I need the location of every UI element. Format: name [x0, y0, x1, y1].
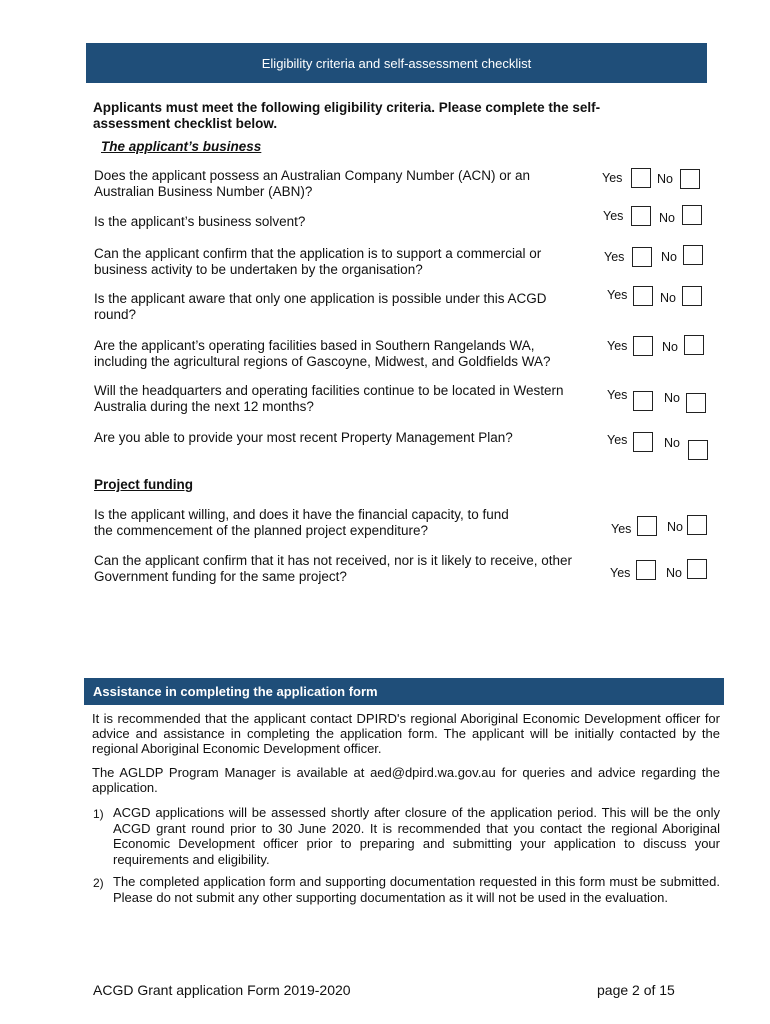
- yes-checkbox-headquarters[interactable]: [633, 391, 653, 411]
- no-label: No: [667, 520, 683, 534]
- no-label: No: [662, 340, 678, 354]
- question-commercial-activity: Can the applicant confirm that the application is to support a commercial or business activity to be undertaken by the organisation?: [94, 246, 542, 277]
- no-checkbox-acn-abn[interactable]: [680, 169, 700, 189]
- question-acn-abn: Does the applicant possess an Australian Company Number (ACN) or an Australian Business Number (ABN)?: [94, 168, 530, 199]
- no-label: No: [661, 250, 677, 264]
- yes-checkbox-one-application[interactable]: [633, 286, 653, 306]
- yes-label: Yes: [611, 522, 632, 536]
- no-checkbox-financial-capacity[interactable]: [687, 515, 707, 535]
- question-property-plan: Are you able to provide your most recent Property Management Plan?: [94, 430, 513, 445]
- yes-label: Yes: [604, 250, 625, 264]
- no-checkbox-commercial-activity[interactable]: [683, 245, 703, 265]
- no-checkbox-property-plan[interactable]: [688, 440, 708, 460]
- list-item-submission: The completed application form and supporting documentation requested in this form must be submitted. Please do not submit any other supporting documentation as it will not be used in the evaluation.: [113, 874, 720, 905]
- question-one-application: Is the applicant aware that only one application is possible under this ACGD round?: [94, 291, 547, 322]
- yes-checkbox-financial-capacity[interactable]: [637, 516, 657, 536]
- yes-label: Yes: [610, 566, 631, 580]
- footer-page-number: page 2 of 15: [597, 982, 675, 998]
- yes-checkbox-property-plan[interactable]: [633, 432, 653, 452]
- question-headquarters: Will the headquarters and operating facilities continue to be located in Western Australia during the next 12 months?: [94, 383, 564, 414]
- list-item-assessment: ACGD applications will be assessed shortly after closure of the application period. This will be the only ACGD grant round prior to 30 June 2020. It is recommended that you contact the regional Aboriginal Economic Development officer prior to preparing and submitting your application to discuss your requirements and eligibility.: [113, 805, 720, 867]
- yes-label: Yes: [607, 388, 628, 402]
- yes-checkbox-commercial-activity[interactable]: [632, 247, 652, 267]
- no-label: No: [659, 211, 675, 225]
- assistance-paragraph-program-manager: The AGLDP Program Manager is available at aed@dpird.wa.gov.au for queries and advice regarding the application.: [92, 765, 720, 795]
- no-checkbox-other-funding[interactable]: [687, 559, 707, 579]
- question-facilities-location: Are the applicant’s operating facilities based in Southern Rangelands WA, including the agricultural regions of Gascoyne, Midwest, and Goldfields WA?: [94, 338, 551, 369]
- no-label: No: [666, 566, 682, 580]
- yes-checkbox-acn-abn[interactable]: [631, 168, 651, 188]
- yes-label: Yes: [607, 339, 628, 353]
- question-other-funding: Can the applicant confirm that it has not received, nor is it likely to receive, other Government funding for the same project?: [94, 553, 572, 584]
- no-label: No: [664, 391, 680, 405]
- yes-checkbox-facilities-location[interactable]: [633, 336, 653, 356]
- funding-heading: Project funding: [94, 477, 193, 492]
- footer-form-title: ACGD Grant application Form 2019-2020: [93, 982, 351, 998]
- list-item-number: 1): [93, 807, 104, 821]
- no-checkbox-solvent[interactable]: [682, 205, 702, 225]
- question-solvent: Is the applicant’s business solvent?: [94, 214, 306, 229]
- no-label: No: [660, 291, 676, 305]
- no-checkbox-facilities-location[interactable]: [684, 335, 704, 355]
- yes-label: Yes: [603, 209, 624, 223]
- business-heading: The applicant’s business: [101, 139, 262, 154]
- no-label: No: [664, 436, 680, 450]
- question-financial-capacity: Is the applicant willing, and does it have the financial capacity, to fund the commencement of the planned project expenditure?: [94, 507, 509, 538]
- checklist-banner: Eligibility criteria and self-assessment checklist: [86, 43, 707, 83]
- no-label: No: [657, 172, 673, 186]
- assistance-paragraph-contact: It is recommended that the applicant contact DPIRD's regional Aboriginal Economic Development officer for advice and assistance in completing the application form. The applicant will be initially contacted by the regional Aboriginal Economic Development officer.: [92, 711, 720, 756]
- assistance-heading: Assistance in completing the application form: [84, 678, 724, 705]
- no-checkbox-headquarters[interactable]: [686, 393, 706, 413]
- yes-label: Yes: [607, 433, 628, 447]
- no-checkbox-one-application[interactable]: [682, 286, 702, 306]
- yes-checkbox-solvent[interactable]: [631, 206, 651, 226]
- intro-text: Applicants must meet the following eligibility criteria. Please complete the self-assessment checklist below.: [93, 100, 601, 131]
- yes-label: Yes: [602, 171, 623, 185]
- yes-checkbox-other-funding[interactable]: [636, 560, 656, 580]
- list-item-number: 2): [93, 876, 104, 890]
- yes-label: Yes: [607, 288, 628, 302]
